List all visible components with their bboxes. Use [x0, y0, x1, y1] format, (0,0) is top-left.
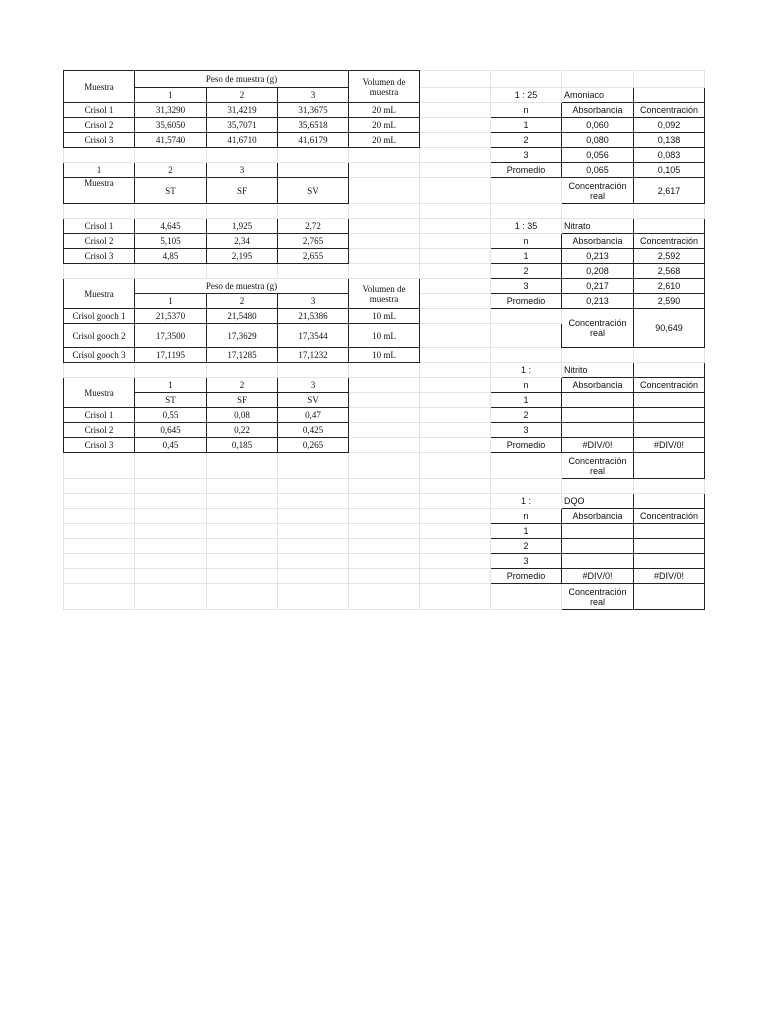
dqo-header-concentracion: Concentración [634, 509, 705, 524]
t1-col-2: 2 [207, 88, 278, 103]
t2-header-sv: SV [278, 178, 349, 204]
t3-cell: 21,5370 [135, 309, 207, 324]
t4-cell: 0,185 [207, 438, 278, 453]
t1-cell: 35,7071 [207, 118, 278, 133]
t3-row-label: Crisol gooch 3 [64, 348, 135, 363]
dqo-promedio-label: Promedio [491, 569, 562, 584]
nitrito-cell: 3 [491, 423, 562, 438]
t4-cell: 0,45 [135, 438, 207, 453]
t3-col-1: 1 [135, 294, 207, 309]
t1-header-muestra: Muestra [64, 71, 135, 103]
t3-header-muestra: Muestra [64, 279, 135, 309]
t1-cell: 35,6050 [135, 118, 207, 133]
nitrato-name: Nitrato [562, 219, 634, 234]
dqo-cell [562, 554, 634, 569]
dqo-header-n: n [491, 509, 562, 524]
nitrito-cell [634, 393, 705, 408]
t2-cell: 1,925 [207, 219, 278, 234]
amoniaco-promedio-label: Promedio [491, 163, 562, 178]
t3-cell: 10 mL [349, 324, 420, 348]
t2-cell: 4,645 [135, 219, 207, 234]
nitrato-cell: 2,568 [634, 264, 705, 279]
t4-col-2: 2 [207, 378, 278, 393]
nitrato-header-concentracion: Concentración [634, 234, 705, 249]
nitrato-promedio-abs: 0,213 [562, 294, 634, 309]
nitrito-promedio-abs: #DIV/0! [562, 438, 634, 453]
t2-cell: 4,85 [135, 249, 207, 264]
nitrito-cell [634, 423, 705, 438]
nitrato-cell: 0,208 [562, 264, 634, 279]
t4-cell: 0,265 [278, 438, 349, 453]
t1-row-label: Crisol 1 [64, 103, 135, 118]
t4-cell: 0,22 [207, 423, 278, 438]
dqo-promedio-conc: #DIV/0! [634, 569, 705, 584]
t4-cell: 0,645 [135, 423, 207, 438]
amoniaco-header-concentracion: Concentración [634, 103, 705, 118]
amoniaco-cell: 0,056 [562, 148, 634, 163]
spreadsheet-grid [63, 70, 705, 610]
amoniaco-real-value: 2,617 [634, 178, 705, 204]
t3-cell: 21,5386 [278, 309, 349, 324]
amoniaco-cell: 3 [491, 148, 562, 163]
t2-cell: 2,765 [278, 234, 349, 249]
t2-col-2: 2 [135, 163, 207, 178]
amoniaco-cell: 0,080 [562, 133, 634, 148]
t1-header-volumen: Volumen de muestra [349, 71, 420, 103]
amoniaco-cell: 0,092 [634, 118, 705, 133]
amoniaco-cell: 1 [491, 118, 562, 133]
nitrito-header-absorbancia: Absorbancia [562, 378, 634, 393]
nitrato-promedio-conc: 2,590 [634, 294, 705, 309]
t4-col-1: 1 [135, 378, 207, 393]
t2-cell: 2,34 [207, 234, 278, 249]
t1-col-1: 1 [135, 88, 207, 103]
dqo-header-absorbancia: Absorbancia [562, 509, 634, 524]
amoniaco-header-absorbancia: Absorbancia [562, 103, 634, 118]
t1-cell: 20 mL [349, 103, 420, 118]
t1-cell: 31,3290 [135, 103, 207, 118]
t3-cell: 17,3544 [278, 324, 349, 348]
t2-cell: 2,195 [207, 249, 278, 264]
t2-cell: 2,72 [278, 219, 349, 234]
dqo-cell [634, 539, 705, 554]
nitrato-cell: 3 [491, 279, 562, 294]
nitrato-header-absorbancia: Absorbancia [562, 234, 634, 249]
dqo-promedio-abs: #DIV/0! [562, 569, 634, 584]
nitrito-cell: 2 [491, 408, 562, 423]
t1-cell: 31,4219 [207, 103, 278, 118]
t2-col-3: 3 [207, 163, 278, 178]
t3-cell: 10 mL [349, 348, 420, 363]
t2-row-label: Crisol 3 [64, 249, 135, 264]
amoniaco-name: Amoniaco [562, 88, 634, 103]
nitrito-header-concentracion: Concentración [634, 378, 705, 393]
t1-row-label: Crisol 3 [64, 133, 135, 148]
t2-cell: 2,655 [278, 249, 349, 264]
t3-cell: 21,5480 [207, 309, 278, 324]
amoniaco-real-label: Concentración real [562, 178, 634, 204]
nitrito-real-label: Concentración real [562, 453, 634, 479]
t2-row-label: Crisol 1 [64, 219, 135, 234]
nitrato-cell: 2,592 [634, 249, 705, 264]
t4-header-sf: SF [207, 393, 278, 408]
t3-cell: 17,3500 [135, 324, 207, 348]
dqo-real-value [634, 584, 705, 610]
t1-col-3: 3 [278, 88, 349, 103]
t4-cell: 0,08 [207, 408, 278, 423]
t4-row-label: Crisol 1 [64, 408, 135, 423]
nitrato-real-label: Concentración real [562, 309, 634, 348]
nitrato-cell: 0,217 [562, 279, 634, 294]
t4-row-label: Crisol 3 [64, 438, 135, 453]
nitrato-cell: 0,213 [562, 249, 634, 264]
amoniaco-promedio-abs: 0,065 [562, 163, 634, 178]
dqo-cell [562, 524, 634, 539]
t1-cell: 41,6179 [278, 133, 349, 148]
dqo-cell: 2 [491, 539, 562, 554]
nitrato-header-n: n [491, 234, 562, 249]
t3-cell: 17,1232 [278, 348, 349, 363]
t2-header-muestra: Muestra [64, 178, 135, 204]
nitrito-ratio: 1 : [491, 363, 562, 378]
t4-header-muestra: Muestra [64, 378, 135, 408]
t4-cell: 0,47 [278, 408, 349, 423]
amoniaco-cell: 2 [491, 133, 562, 148]
t4-header-st: ST [135, 393, 207, 408]
amoniaco-cell: 0,060 [562, 118, 634, 133]
t3-row-label: Crisol gooch 1 [64, 309, 135, 324]
nitrito-cell [562, 408, 634, 423]
t4-row-label: Crisol 2 [64, 423, 135, 438]
nitrato-real-value: 90,649 [634, 309, 705, 348]
t1-cell: 41,5740 [135, 133, 207, 148]
t2-row-label: Crisol 2 [64, 234, 135, 249]
nitrato-promedio-label: Promedio [491, 294, 562, 309]
amoniaco-promedio-conc: 0,105 [634, 163, 705, 178]
nitrito-cell [562, 423, 634, 438]
nitrito-promedio-conc: #DIV/0! [634, 438, 705, 453]
dqo-cell [634, 524, 705, 539]
nitrito-header-n: n [491, 378, 562, 393]
t3-row-label: Crisol gooch 2 [64, 324, 135, 348]
t4-header-sv: SV [278, 393, 349, 408]
dqo-cell [562, 539, 634, 554]
dqo-cell [634, 554, 705, 569]
nitrato-cell: 2,610 [634, 279, 705, 294]
amoniaco-cell: 0,138 [634, 133, 705, 148]
t1-row-label: Crisol 2 [64, 118, 135, 133]
dqo-cell: 3 [491, 554, 562, 569]
t3-cell: 17,1285 [207, 348, 278, 363]
t1-cell: 35,6518 [278, 118, 349, 133]
t3-cell: 17,3629 [207, 324, 278, 348]
t2-header-st: ST [135, 178, 207, 204]
t2-cell: 5,105 [135, 234, 207, 249]
amoniaco-ratio: 1 : 25 [491, 88, 562, 103]
dqo-name: DQO [562, 494, 634, 509]
nitrito-promedio-label: Promedio [491, 438, 562, 453]
nitrito-name: Nitrito [562, 363, 634, 378]
nitrato-cell: 2 [491, 264, 562, 279]
t4-col-3: 3 [278, 378, 349, 393]
nitrito-cell [562, 393, 634, 408]
t1-cell: 20 mL [349, 133, 420, 148]
t1-cell: 20 mL [349, 118, 420, 133]
t1-cell: 31,3675 [278, 103, 349, 118]
t2-col-1: 1 [64, 163, 135, 178]
nitrito-cell [634, 408, 705, 423]
t3-cell: 10 mL [349, 309, 420, 324]
nitrato-cell: 1 [491, 249, 562, 264]
dqo-ratio: 1 : [491, 494, 562, 509]
nitrito-cell: 1 [491, 393, 562, 408]
t1-header-peso: Peso de muestra (g) [135, 71, 349, 88]
t4-cell: 0,425 [278, 423, 349, 438]
nitrito-real-value [634, 453, 705, 479]
t3-col-2: 2 [207, 294, 278, 309]
t3-cell: 17,1195 [135, 348, 207, 363]
dqo-real-label: Concentración real [562, 584, 634, 610]
nitrato-ratio: 1 : 35 [491, 219, 562, 234]
t1-cell: 41,6710 [207, 133, 278, 148]
t4-cell: 0,55 [135, 408, 207, 423]
t3-header-volumen: Volumen de muestra [349, 279, 420, 309]
dqo-cell: 1 [491, 524, 562, 539]
t3-header-peso: Peso de muestra (g) [135, 279, 349, 294]
t3-col-3: 3 [278, 294, 349, 309]
amoniaco-cell: 0,083 [634, 148, 705, 163]
t2-header-sf: SF [207, 178, 278, 204]
amoniaco-header-n: n [491, 103, 562, 118]
